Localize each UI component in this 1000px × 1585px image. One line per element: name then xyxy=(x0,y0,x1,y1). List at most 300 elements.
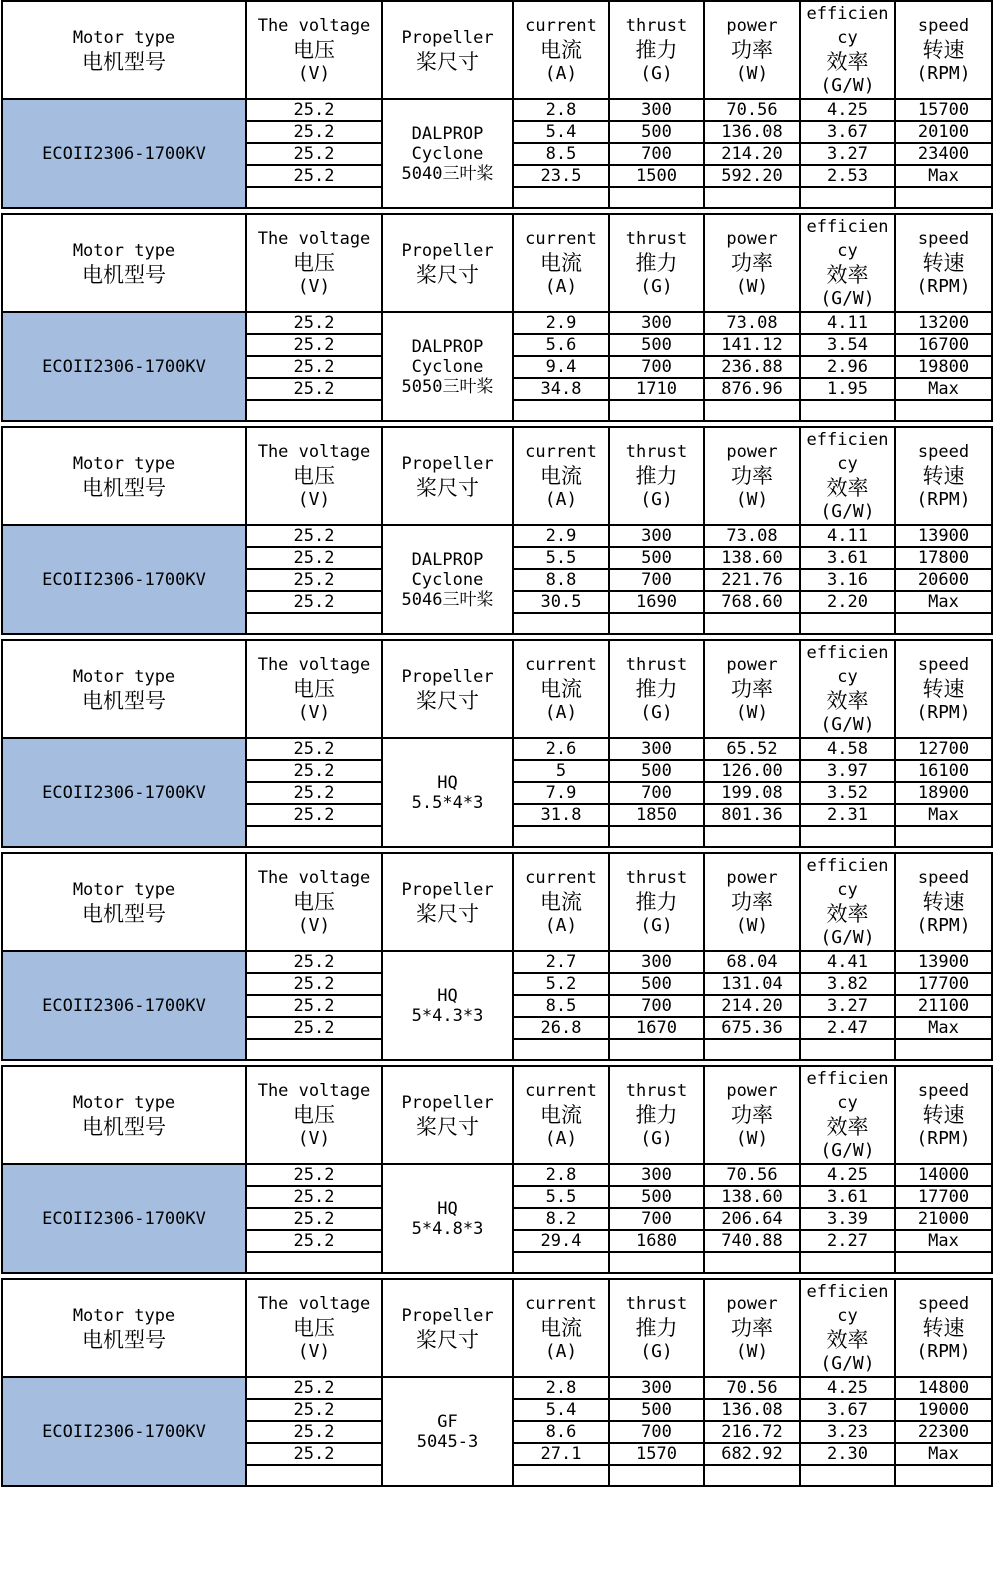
speed-cell: 19000 xyxy=(895,1399,992,1421)
speed-cell: 17700 xyxy=(895,1186,992,1208)
thrust-cell: 700 xyxy=(609,1421,704,1443)
header-propeller-line: Propeller xyxy=(401,880,494,900)
speed-cell: Max xyxy=(895,1017,992,1039)
header-current-line: 电流 xyxy=(540,677,582,701)
header-thrust-line: (G) xyxy=(640,63,673,84)
efficiency-cell: 2.20 xyxy=(800,591,895,613)
voltage-cell: 25.2 xyxy=(246,738,382,760)
blank-cell xyxy=(246,826,382,847)
speed-cell: 20600 xyxy=(895,569,992,591)
propeller-line: 5045-3 xyxy=(416,1431,479,1452)
header-thrust-line: 推力 xyxy=(635,890,678,914)
blank-cell xyxy=(513,826,609,847)
header-thrust-line: (G) xyxy=(640,489,673,510)
header-speed xyxy=(895,1279,992,1377)
motor-model-cell: ECOII2306-1700KV xyxy=(2,738,246,847)
current-cell: 5 xyxy=(513,760,609,782)
motor-model-cell: ECOII2306-1700KV xyxy=(2,1164,246,1273)
header-motor-type xyxy=(2,427,246,525)
speed-cell: 14800 xyxy=(895,1377,992,1399)
current-cell: 26.8 xyxy=(513,1017,609,1039)
power-cell: 675.36 xyxy=(704,1017,800,1039)
power-cell: 876.96 xyxy=(704,378,800,400)
header-efficiency xyxy=(800,640,895,738)
header-propeller-line: 桨尺寸 xyxy=(416,263,479,287)
header-motor-type xyxy=(2,1279,246,1377)
header-thrust xyxy=(609,427,704,525)
efficiency-cell: 4.41 xyxy=(800,951,895,973)
current-cell: 2.8 xyxy=(513,99,609,121)
header-speed-line: 转速 xyxy=(922,38,965,62)
motor-test-table xyxy=(1,213,993,422)
efficiency-cell: 3.54 xyxy=(800,334,895,356)
header-propeller-line: 桨尺寸 xyxy=(416,1115,479,1139)
header-voltage xyxy=(246,427,382,525)
voltage-cell: 25.2 xyxy=(246,547,382,569)
header-propeller-line: Propeller xyxy=(401,1306,494,1326)
header-thrust xyxy=(609,853,704,951)
header-efficiency-line: 效率 xyxy=(826,1328,869,1352)
header-efficiency-line: 效率 xyxy=(826,476,869,500)
propeller-cell xyxy=(382,1377,513,1486)
header-voltage-line: (V) xyxy=(297,915,331,936)
header-efficiency-line: (G/W) xyxy=(820,1140,875,1161)
propeller-line: Cyclone xyxy=(411,143,484,164)
motor-model-cell: ECOII2306-1700KV xyxy=(2,99,246,208)
header-power-line: 功率 xyxy=(731,464,773,488)
blank-cell xyxy=(704,187,800,208)
header-speed-line: 转速 xyxy=(922,1103,965,1127)
speed-cell: 21100 xyxy=(895,995,992,1017)
motor-model-cell: ECOII2306-1700KV xyxy=(2,312,246,421)
header-efficiency-line: cy xyxy=(837,454,858,474)
header-current-line: (A) xyxy=(544,702,578,723)
header-propeller xyxy=(382,427,513,525)
header-efficiency-line: efficien xyxy=(806,430,889,450)
speed-cell: Max xyxy=(895,165,992,187)
current-cell: 27.1 xyxy=(513,1443,609,1465)
power-cell: 73.08 xyxy=(704,312,800,334)
header-motor-type xyxy=(2,1066,246,1164)
header-efficiency-line: 效率 xyxy=(826,689,869,713)
power-cell: 73.08 xyxy=(704,525,800,547)
header-voltage-line: The voltage xyxy=(257,1081,371,1101)
blank-cell xyxy=(704,1465,800,1486)
header-thrust-line: thrust xyxy=(625,442,688,462)
header-voltage xyxy=(246,1279,382,1377)
blank-cell xyxy=(800,826,895,847)
propeller-line: 5050三叶桨 xyxy=(401,376,494,397)
thrust-cell: 500 xyxy=(609,973,704,995)
header-power-line: (W) xyxy=(735,63,769,84)
voltage-cell: 25.2 xyxy=(246,1399,382,1421)
thrust-cell: 300 xyxy=(609,951,704,973)
header-voltage-line: 电压 xyxy=(293,1103,335,1127)
voltage-cell: 25.2 xyxy=(246,99,382,121)
header-voltage-line: The voltage xyxy=(257,868,371,888)
speed-cell: 13900 xyxy=(895,525,992,547)
header-current-line: current xyxy=(525,229,597,249)
header-power xyxy=(704,1,800,99)
header-thrust-line: 推力 xyxy=(635,677,678,701)
thrust-cell: 300 xyxy=(609,1164,704,1186)
thrust-cell: 500 xyxy=(609,1186,704,1208)
header-speed-line: speed xyxy=(917,1294,970,1314)
blank-cell xyxy=(800,187,895,208)
propeller-cell xyxy=(382,312,513,421)
header-thrust-line: thrust xyxy=(625,1081,688,1101)
header-power xyxy=(704,1279,800,1377)
voltage-cell: 25.2 xyxy=(246,973,382,995)
speed-cell: 20100 xyxy=(895,121,992,143)
header-speed-line: speed xyxy=(917,1081,970,1101)
voltage-cell: 25.2 xyxy=(246,951,382,973)
speed-cell: Max xyxy=(895,591,992,613)
efficiency-cell: 2.47 xyxy=(800,1017,895,1039)
table-header-row xyxy=(2,1066,992,1164)
header-current xyxy=(513,640,609,738)
header-power-line: (W) xyxy=(735,489,769,510)
header-motor-type xyxy=(2,853,246,951)
thrust-cell: 700 xyxy=(609,1208,704,1230)
header-voltage xyxy=(246,214,382,312)
propeller-cell xyxy=(382,99,513,208)
header-power-line: 功率 xyxy=(731,38,773,62)
header-current-line: (A) xyxy=(544,1341,578,1362)
blank-cell xyxy=(246,1465,382,1486)
header-voltage-line: 电压 xyxy=(293,38,335,62)
blank-cell xyxy=(609,613,704,634)
thrust-cell: 500 xyxy=(609,334,704,356)
header-thrust xyxy=(609,640,704,738)
header-current-line: 电流 xyxy=(540,1103,582,1127)
header-efficiency-line: cy xyxy=(837,1093,858,1113)
header-voltage-line: 电压 xyxy=(293,251,335,275)
blank-cell xyxy=(513,400,609,421)
header-propeller-line: Propeller xyxy=(401,667,494,687)
table-row xyxy=(2,738,992,760)
header-motor-type xyxy=(2,214,246,312)
thrust-cell: 500 xyxy=(609,547,704,569)
header-current-line: 电流 xyxy=(540,464,582,488)
efficiency-cell: 4.11 xyxy=(800,312,895,334)
header-motor-type-line: Motor type xyxy=(72,1306,176,1326)
header-speed xyxy=(895,214,992,312)
table-row xyxy=(2,951,992,973)
header-voltage xyxy=(246,640,382,738)
propeller-line: Cyclone xyxy=(411,356,484,377)
header-current xyxy=(513,214,609,312)
header-propeller xyxy=(382,853,513,951)
efficiency-cell: 3.27 xyxy=(800,143,895,165)
header-current-line: 电流 xyxy=(540,38,582,62)
header-propeller xyxy=(382,214,513,312)
header-power xyxy=(704,640,800,738)
speed-cell: 17800 xyxy=(895,547,992,569)
voltage-cell: 25.2 xyxy=(246,569,382,591)
header-voltage-line: 电压 xyxy=(293,1316,335,1340)
thrust-cell: 500 xyxy=(609,1399,704,1421)
header-voltage-line: The voltage xyxy=(257,229,371,249)
efficiency-cell: 4.58 xyxy=(800,738,895,760)
header-voltage-line: The voltage xyxy=(257,442,371,462)
header-speed-line: 转速 xyxy=(922,1316,965,1340)
thrust-cell: 1680 xyxy=(609,1230,704,1252)
propeller-line: HQ xyxy=(437,1198,458,1219)
header-thrust xyxy=(609,1,704,99)
header-speed-line: 转速 xyxy=(922,251,965,275)
table-row xyxy=(2,99,992,121)
header-motor-type-line: 电机型号 xyxy=(82,1328,166,1352)
blank-cell xyxy=(895,1465,992,1486)
propeller-cell xyxy=(382,525,513,634)
motor-test-table xyxy=(1,1278,993,1487)
current-cell: 8.5 xyxy=(513,143,609,165)
header-voltage-line: (V) xyxy=(297,489,331,510)
header-power-line: power xyxy=(726,1081,778,1101)
voltage-cell: 25.2 xyxy=(246,378,382,400)
efficiency-cell: 2.30 xyxy=(800,1443,895,1465)
header-speed-line: speed xyxy=(917,868,970,888)
header-speed xyxy=(895,853,992,951)
current-cell: 2.6 xyxy=(513,738,609,760)
thrust-cell: 300 xyxy=(609,738,704,760)
header-speed-line: (RPM) xyxy=(916,1341,971,1362)
speed-cell: 19800 xyxy=(895,356,992,378)
speed-cell: 22300 xyxy=(895,1421,992,1443)
efficiency-cell: 3.67 xyxy=(800,1399,895,1421)
voltage-cell: 25.2 xyxy=(246,782,382,804)
blank-cell xyxy=(895,826,992,847)
efficiency-cell: 4.11 xyxy=(800,525,895,547)
propeller-cell xyxy=(382,951,513,1060)
current-cell: 30.5 xyxy=(513,591,609,613)
header-efficiency-line: efficien xyxy=(806,217,889,237)
propeller-line: 5046三叶桨 xyxy=(401,589,494,610)
header-current-line: current xyxy=(525,655,597,675)
table-header-row xyxy=(2,427,992,525)
blank-cell xyxy=(800,1039,895,1060)
header-voltage-line: The voltage xyxy=(257,655,371,675)
header-voltage-line: (V) xyxy=(297,1341,331,1362)
blank-cell xyxy=(895,400,992,421)
power-cell: 68.04 xyxy=(704,951,800,973)
power-cell: 141.12 xyxy=(704,334,800,356)
header-speed-line: speed xyxy=(917,16,970,36)
blank-cell xyxy=(246,1039,382,1060)
motor-test-table xyxy=(1,426,993,635)
current-cell: 2.9 xyxy=(513,312,609,334)
header-voltage-line: (V) xyxy=(297,276,331,297)
blank-cell xyxy=(800,1252,895,1273)
power-cell: 214.20 xyxy=(704,143,800,165)
blank-cell xyxy=(513,187,609,208)
voltage-cell: 25.2 xyxy=(246,1164,382,1186)
header-thrust-line: (G) xyxy=(640,1128,673,1149)
header-current-line: current xyxy=(525,1081,597,1101)
power-cell: 65.52 xyxy=(704,738,800,760)
header-power-line: (W) xyxy=(735,702,769,723)
header-current-line: (A) xyxy=(544,1128,578,1149)
propeller-line: GF xyxy=(437,1411,458,1432)
current-cell: 2.9 xyxy=(513,525,609,547)
thrust-cell: 1570 xyxy=(609,1443,704,1465)
header-motor-type-line: Motor type xyxy=(72,667,176,687)
power-cell: 70.56 xyxy=(704,1164,800,1186)
propeller-line: DALPROP xyxy=(411,336,484,357)
header-speed-line: (RPM) xyxy=(916,276,971,297)
header-efficiency-line: efficien xyxy=(806,1282,889,1302)
voltage-cell: 25.2 xyxy=(246,1443,382,1465)
efficiency-cell: 4.25 xyxy=(800,1377,895,1399)
header-voltage xyxy=(246,1066,382,1164)
header-current xyxy=(513,1,609,99)
header-voltage-line: 电压 xyxy=(293,677,335,701)
header-motor-type-line: 电机型号 xyxy=(82,476,166,500)
header-current-line: 电流 xyxy=(540,1316,582,1340)
voltage-cell: 25.2 xyxy=(246,525,382,547)
current-cell: 5.6 xyxy=(513,334,609,356)
header-propeller xyxy=(382,640,513,738)
header-current xyxy=(513,853,609,951)
blank-cell xyxy=(704,400,800,421)
header-efficiency xyxy=(800,1279,895,1377)
efficiency-cell: 3.61 xyxy=(800,1186,895,1208)
current-cell: 2.8 xyxy=(513,1377,609,1399)
header-thrust xyxy=(609,1066,704,1164)
header-current-line: current xyxy=(525,16,597,36)
blank-cell xyxy=(800,613,895,634)
blank-cell xyxy=(513,613,609,634)
efficiency-cell: 3.67 xyxy=(800,121,895,143)
header-power-line: 功率 xyxy=(731,1316,773,1340)
header-efficiency-line: (G/W) xyxy=(820,927,875,948)
propeller-line: 5*4.3*3 xyxy=(411,1005,484,1026)
power-cell: 138.60 xyxy=(704,1186,800,1208)
header-power xyxy=(704,1066,800,1164)
thrust-cell: 700 xyxy=(609,995,704,1017)
thrust-cell: 300 xyxy=(609,312,704,334)
blank-cell xyxy=(895,187,992,208)
voltage-cell: 25.2 xyxy=(246,760,382,782)
header-efficiency-line: (G/W) xyxy=(820,1353,875,1374)
speed-cell: 16100 xyxy=(895,760,992,782)
thrust-cell: 1850 xyxy=(609,804,704,826)
blank-cell xyxy=(895,1039,992,1060)
header-current-line: current xyxy=(525,868,597,888)
header-motor-type xyxy=(2,640,246,738)
header-thrust-line: (G) xyxy=(640,1341,673,1362)
thrust-cell: 700 xyxy=(609,356,704,378)
speed-cell: 13900 xyxy=(895,951,992,973)
table-row xyxy=(2,1377,992,1399)
speed-cell: 21000 xyxy=(895,1208,992,1230)
efficiency-cell: 1.95 xyxy=(800,378,895,400)
header-efficiency-line: 效率 xyxy=(826,50,869,74)
header-motor-type-line: Motor type xyxy=(72,880,176,900)
table-row xyxy=(2,525,992,547)
header-motor-type-line: 电机型号 xyxy=(82,1115,166,1139)
current-cell: 5.4 xyxy=(513,121,609,143)
header-motor-type-line: Motor type xyxy=(72,454,176,474)
power-cell: 131.04 xyxy=(704,973,800,995)
thrust-cell: 1500 xyxy=(609,165,704,187)
header-motor-type-line: 电机型号 xyxy=(82,263,166,287)
voltage-cell: 25.2 xyxy=(246,1208,382,1230)
header-efficiency-line: cy xyxy=(837,28,858,48)
header-speed-line: 转速 xyxy=(922,890,965,914)
header-efficiency-line: 效率 xyxy=(826,1115,869,1139)
efficiency-cell: 2.53 xyxy=(800,165,895,187)
power-cell: 199.08 xyxy=(704,782,800,804)
thrust-cell: 1710 xyxy=(609,378,704,400)
voltage-cell: 25.2 xyxy=(246,1186,382,1208)
efficiency-cell: 3.39 xyxy=(800,1208,895,1230)
header-voltage-line: The voltage xyxy=(257,1294,371,1314)
power-cell: 126.00 xyxy=(704,760,800,782)
header-efficiency xyxy=(800,853,895,951)
header-speed-line: speed xyxy=(917,442,970,462)
header-propeller-line: 桨尺寸 xyxy=(416,476,479,500)
header-thrust-line: 推力 xyxy=(635,1103,678,1127)
current-cell: 8.5 xyxy=(513,995,609,1017)
current-cell: 7.9 xyxy=(513,782,609,804)
header-power xyxy=(704,853,800,951)
table-row xyxy=(2,312,992,334)
header-voltage-line: (V) xyxy=(297,702,331,723)
speed-cell: 14000 xyxy=(895,1164,992,1186)
efficiency-cell: 3.61 xyxy=(800,547,895,569)
blank-cell xyxy=(895,1252,992,1273)
thrust-cell: 700 xyxy=(609,143,704,165)
table-header-row xyxy=(2,1,992,99)
header-efficiency-line: cy xyxy=(837,1306,858,1326)
power-cell: 801.36 xyxy=(704,804,800,826)
voltage-cell: 25.2 xyxy=(246,591,382,613)
voltage-cell: 25.2 xyxy=(246,1421,382,1443)
header-efficiency-line: efficien xyxy=(806,856,889,876)
thrust-cell: 700 xyxy=(609,569,704,591)
header-efficiency-line: cy xyxy=(837,667,858,687)
power-cell: 221.76 xyxy=(704,569,800,591)
header-efficiency xyxy=(800,1066,895,1164)
power-cell: 206.64 xyxy=(704,1208,800,1230)
efficiency-cell: 3.16 xyxy=(800,569,895,591)
speed-cell: 23400 xyxy=(895,143,992,165)
header-thrust-line: thrust xyxy=(625,1294,688,1314)
efficiency-cell: 3.97 xyxy=(800,760,895,782)
thrust-cell: 1690 xyxy=(609,591,704,613)
header-thrust xyxy=(609,1279,704,1377)
current-cell: 2.7 xyxy=(513,951,609,973)
blank-cell xyxy=(704,1039,800,1060)
propeller-line: HQ xyxy=(437,985,458,1006)
header-propeller-line: 桨尺寸 xyxy=(416,689,479,713)
header-efficiency-line: (G/W) xyxy=(820,714,875,735)
header-efficiency-line: (G/W) xyxy=(820,75,875,96)
current-cell: 9.4 xyxy=(513,356,609,378)
header-thrust-line: (G) xyxy=(640,702,673,723)
current-cell: 34.8 xyxy=(513,378,609,400)
header-voltage-line: The voltage xyxy=(257,16,371,36)
header-power-line: power xyxy=(726,442,778,462)
power-cell: 70.56 xyxy=(704,99,800,121)
header-efficiency xyxy=(800,427,895,525)
header-speed xyxy=(895,1,992,99)
motor-model-cell: ECOII2306-1700KV xyxy=(2,1377,246,1486)
header-current-line: current xyxy=(525,442,597,462)
blank-cell xyxy=(609,1465,704,1486)
